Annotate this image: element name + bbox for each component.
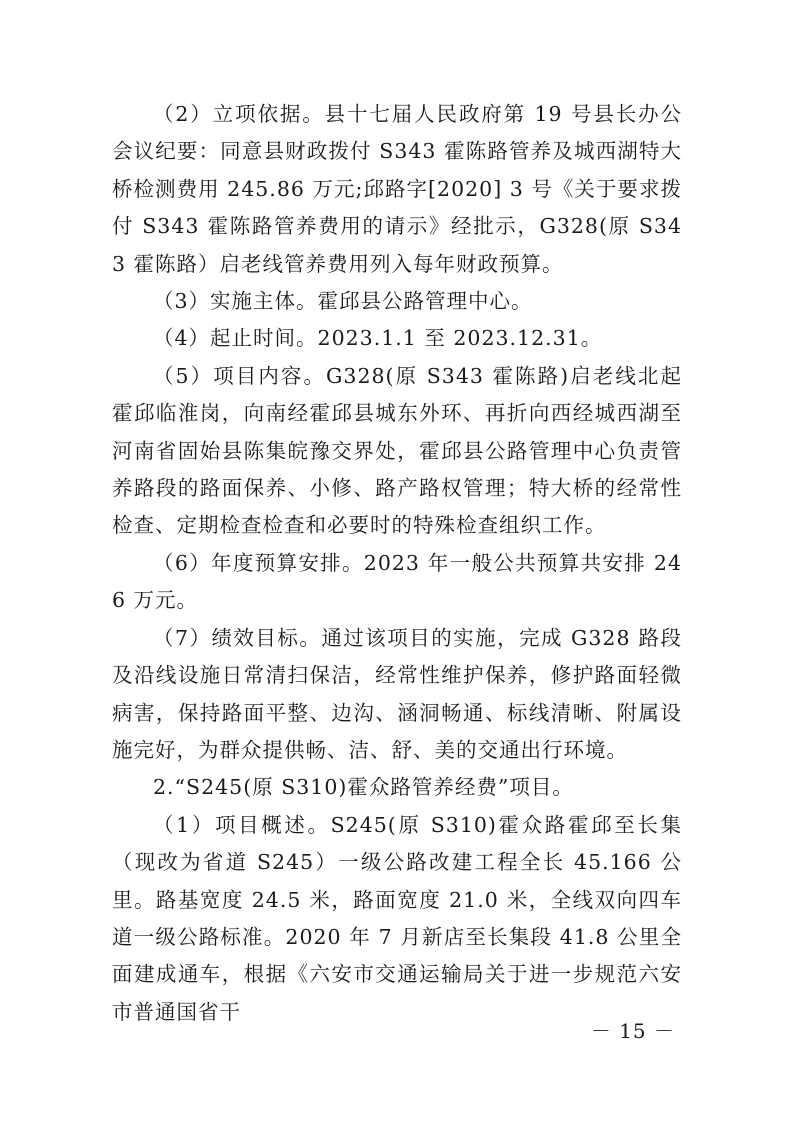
document-body (112, 96, 682, 1031)
paragraph-project-basis: （2）立项依据。县十七届人民政府第 19 号县长办公会议纪要：同意县财政拨付 S343 霍陈路管养及城西湖特大桥检测费用 245.86 万元;邱路字[2020] 3 号《关于要求拨付 S343 霍陈路管养费用的请示》经批示，G328(原 S343 霍陈路）启老线管养费用列入每年财政预算。 (112, 102, 682, 276)
paragraph-time-period: （4）起止时间。2023.1.1 至 2023.12.31。 (153, 326, 603, 351)
page-number: － 15 － (590, 1019, 675, 1043)
paragraph-performance-goals: （7）绩效目标。通过该项目的实施，完成 G328 路段及沿线设施日常清扫保洁，经常性维护保养，修护路面轻微病害，保持路面平整、边沟、涵洞畅通、标线清晰、附属设施完好，为群众提供畅、洁、舒、美的交通出行环境。 (112, 625, 682, 762)
paragraph-project-content: （5）项目内容。G328(原 S343 霍陈路)启老线北起霍邱临淮岗，向南经霍邱县城东外环、再折向西经城西湖至河南省固始县陈集皖豫交界处，霍邱县公路管理中心负责管养路段的路面保养、小修、路产路权管理；特大桥的经常性检查、定期检查检查和必要时的特殊检查组织工作。 (112, 363, 682, 538)
paragraph-implementing-entity: （3）实施主体。霍邱县公路管理中心。 (153, 289, 533, 314)
paragraph-annual-budget: （6）年度预算安排。2023 年一般公共预算共安排 246 万元。 (112, 550, 682, 613)
paragraph-section-heading: 2.“S245(原 S310)霍众路管养经费”项目。 (153, 775, 574, 800)
paragraph-project-overview: （1）项目概述。S245(原 S310)霍众路霍邱至长集（现改为省道 S245）一级公路改建工程全长 45.166 公里。路基宽度 24.5 米，路面宽度 21.0 米，全线双向四车道一级公路标准。2020 年 7 月新店至长集段 41.8 公里全面建成通车，根据《六安市交通运输局关于进一步规范六安市普通国省干 (112, 812, 682, 1024)
